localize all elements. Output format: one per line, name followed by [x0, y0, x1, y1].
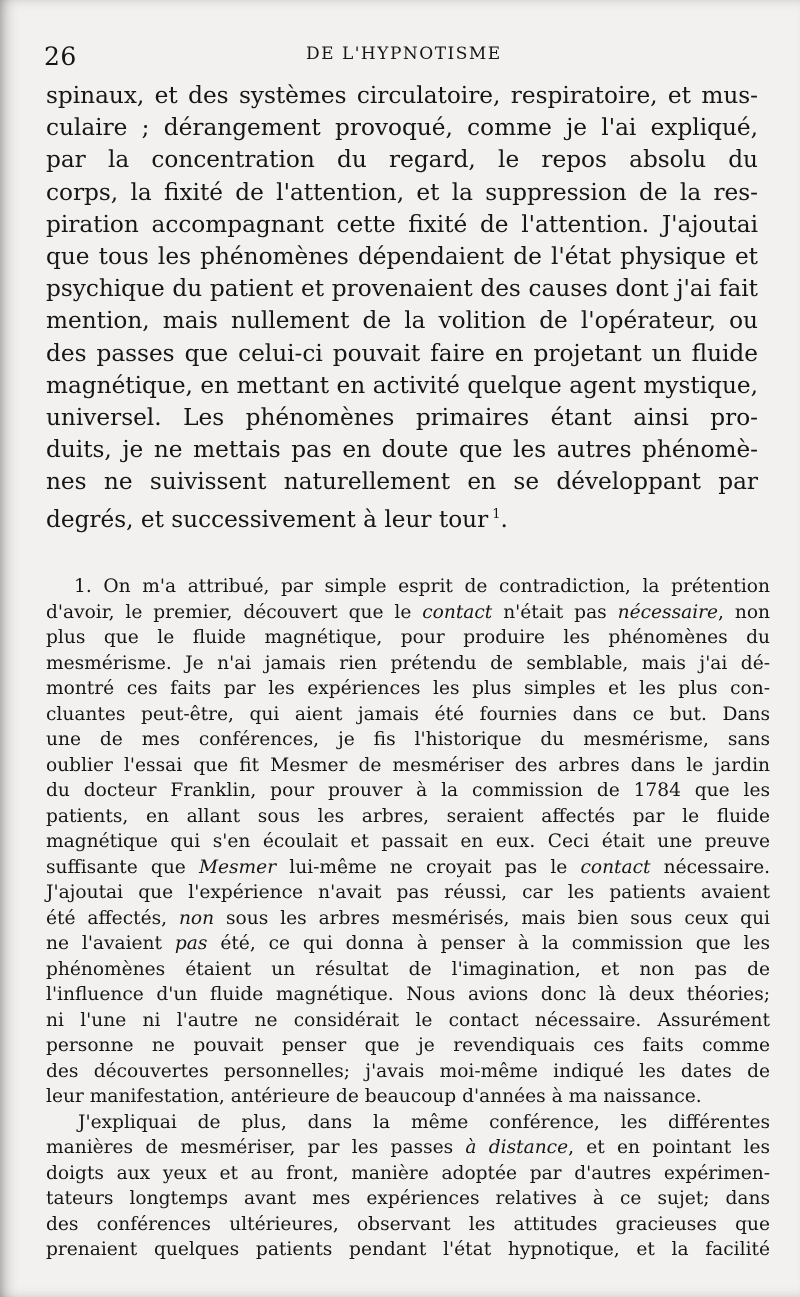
footnote-marker: 1.: [74, 576, 92, 597]
footnote-line: ne l'avaient pas été, ce qui donna à penser à la commission que les: [46, 933, 770, 954]
footnote-line: doigts aux yeux et au front, manière adoptée par d'autres expérimen-: [46, 1162, 770, 1184]
body-line: magnétique, en mettant en activité quelque agent mystique,: [46, 371, 758, 399]
footnote-line: magnétique qui s'en écoulait et passait en eux. Ceci était une preuve: [46, 831, 770, 852]
body-line: duits, je ne mettais pas en doute que les autres phénomè-: [46, 436, 758, 464]
footnote-line: montré ces faits par les expériences les plus simples et les plus con-: [46, 678, 770, 699]
page-number: 26: [44, 42, 77, 71]
body-line: des passes que celui-ci pouvait faire en projetant un fluide: [46, 339, 758, 367]
footnote-line: leur manifestation, antérieure de beaucoup d'années à ma naissance.: [46, 1086, 702, 1107]
footnote-line: cluantes peut-être, qui aient jamais été fournies dans ce but. Dans: [46, 703, 770, 725]
body-line: par la concentration du regard, le repos absolu du: [46, 146, 758, 174]
footnote-line: du docteur Franklin, pour prouver à la commission de 1784 que les: [46, 780, 770, 801]
body-line-last: degrés, et successivement à leur tour $^1$.: [46, 505, 508, 533]
body-line: universel. Les phénomènes primaires étant ainsi pro-: [46, 404, 758, 432]
footnote-line: patients, en allant sous les arbres, seraient affectés par le fluide: [46, 805, 770, 827]
footnote-line: suffisante que Mesmer lui-même ne croyait pas le contact nécessaire.: [46, 856, 770, 878]
footnote-line: tateurs longtemps avant mes expériences relatives à ce sujet; dans: [46, 1188, 770, 1209]
body-line: psychique du patient et provenaient des causes dont j'ai fait: [46, 275, 758, 303]
body-line: piration accompagnant cette fixité de l'attention. J'ajoutai: [46, 210, 758, 238]
running-title: DE L'HYPNOTISME: [306, 44, 502, 64]
body-line: corps, la fixité de l'attention, et la suppression de la res-: [46, 178, 758, 206]
footnote-line: une de mes conférences, je fis l'historique du mesmérisme, sans: [46, 729, 770, 750]
footnote-line: des découvertes personnelles; j'avais moi-même indiqué les dates de: [46, 1060, 770, 1082]
footnote-line: oublier l'essai que fit Mesmer de mesmériser des arbres dans le jardin: [46, 754, 770, 776]
footnote-line: personne ne pouvait penser que je revendiquais ces faits comme: [46, 1035, 770, 1056]
footnote-line: l'influence d'un fluide magnétique. Nous avions donc là deux théories;: [46, 984, 770, 1005]
body-line-text: degrés, et successivement à leur tour: [46, 505, 489, 533]
body-line: mention, mais nullement de la volition de l'opérateur, ou: [46, 307, 758, 335]
footnote-line: manières de mesmériser, par les passes à distance, et en pointant les: [46, 1137, 770, 1158]
body-paragraph: [46, 80, 758, 536]
footnote-line: mesmérisme. Je n'ai jamais rien prétendu de semblable, mais j'ai dé-: [46, 652, 770, 674]
footnote-line: plus que le fluide magnétique, pour produire les phénomènes du: [46, 627, 770, 648]
footnote-line: 1. On m'a attribué, par simple esprit de contradiction, la prétention: [74, 576, 770, 597]
body-line: nes ne suivissent naturellement en se développant par: [46, 468, 758, 496]
body-line: que tous les phénomènes dépendaient de l'état physique et: [46, 243, 758, 271]
body-line: spinaux, et des systèmes circulatoire, respiratoire, et mus-: [46, 82, 758, 109]
footnote: [46, 574, 770, 1263]
footnote-line: J'expliquai de plus, dans la même conférence, les différentes: [78, 1111, 770, 1133]
footnote-line: J'ajoutai que l'expérience n'avait pas réussi, car les patients avaient: [46, 882, 770, 903]
footnote-line: des conférences ultérieures, observant les attitudes gracieuses que: [46, 1213, 770, 1235]
body-line: culaire ; dérangement provoqué, comme je l'ai expliqué,: [46, 114, 758, 142]
footnote-line: été affectés, non sous les arbres mesmérisés, mais bien sous ceux qui: [46, 907, 770, 929]
footnote-line: prenaient quelques patients pendant l'état hypnotique, et la facilité: [46, 1239, 770, 1260]
footnote-line: phénomènes étaient un résultat de l'imagination, et non pas de: [46, 958, 770, 980]
footnote-line: d'avoir, le premier, découvert que le contact n'était pas nécessaire, non: [46, 601, 770, 623]
footnote-line: ni l'une ni l'autre ne considérait le contact nécessaire. Assurément: [46, 1009, 770, 1031]
running-head: [44, 38, 760, 72]
footnote-reference[interactable]: 1: [492, 506, 501, 522]
